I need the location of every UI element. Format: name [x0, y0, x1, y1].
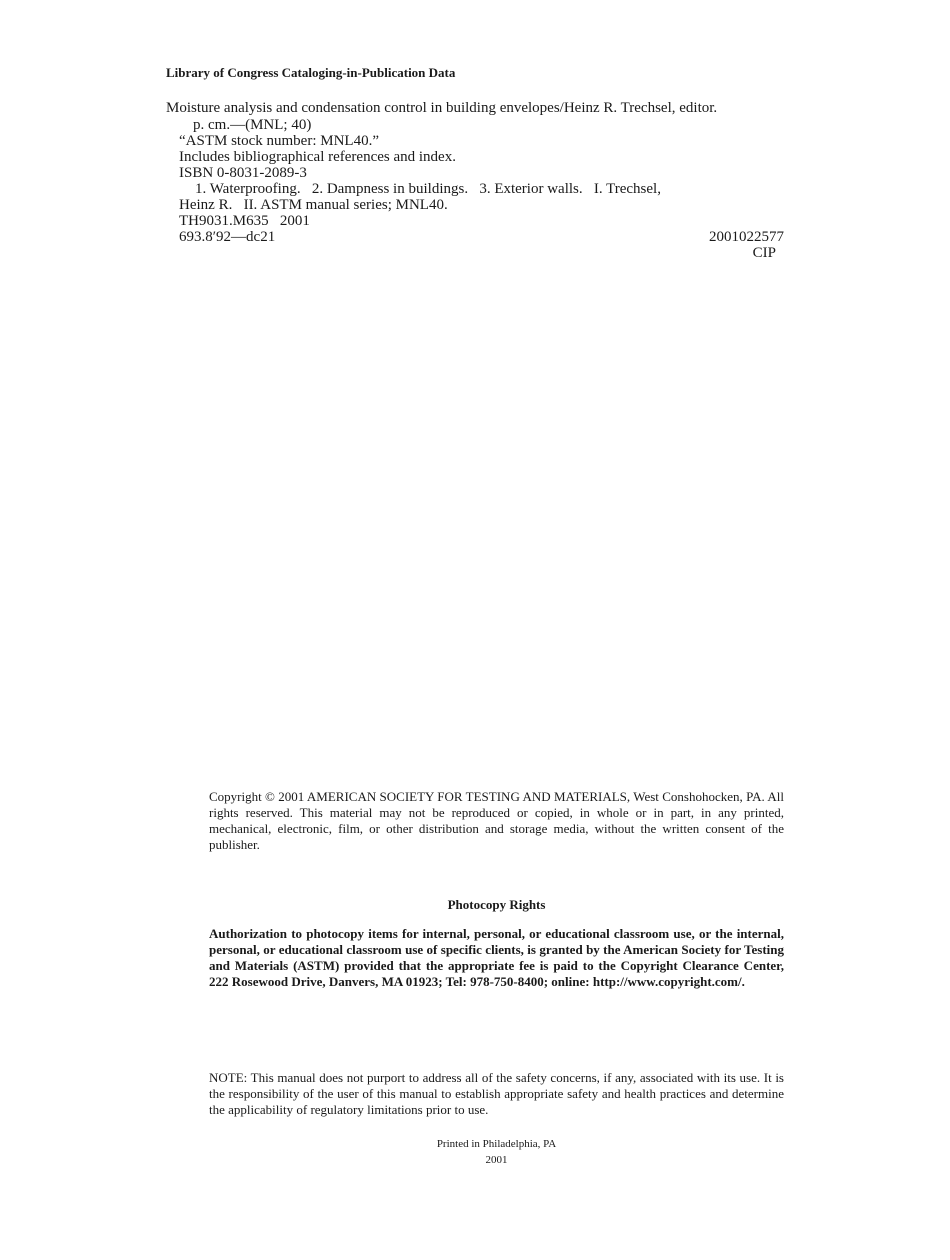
photocopy-heading: Photocopy Rights	[447, 897, 546, 912]
cip-stock-line: “ASTM stock number: MNL40.”	[179, 133, 379, 149]
cip-subjects-line-1: 1. Waterproofing. 2. Dampness in buildings. 3. Exterior walls. I. Trechsel,	[195, 181, 661, 197]
cip-series-line: p. cm.—(MNL; 40)	[193, 117, 312, 133]
cip-dewey: 693.8′92—dc21	[179, 229, 276, 245]
photocopy-rights-text: Authorization to photocopy items for internal, personal, or educational classroom use, or the internal, personal, or educational classroom use of specific clients, is granted by the American Society for Testing and Materials (ASTM) provided that the appropriate fee is paid to the Copyright Clearance Center, 222 Rosewood Drive, Danvers, MA 01923; Tel: 978-750-8400; online: http://www.copyright.com/.	[209, 926, 784, 989]
imprint-place: Printed in Philadelphia, PA	[436, 1138, 557, 1150]
cip-includes-line: Includes bibliographical references and index.	[179, 149, 456, 165]
safety-note: NOTE: This manual does not purport to address all of the safety concerns, if any, associated with its use. It is the responsibility of the user of this manual to establish appropriate safety and health practices and determine the applicability of regulatory limitations prior to use.	[209, 1070, 784, 1117]
cip-title-line: Moisture analysis and condensation control in building envelopes/Heinz R. Trechsel, editor.	[166, 100, 718, 116]
copyright-notice: Copyright © 2001 AMERICAN SOCIETY FOR TESTING AND MATERIALS, West Conshohocken, PA. All rights reserved. This material may not be reproduced or copied, in whole or in part, in any printed, mechanical, electronic, film, or other distribution and storage media, without the written consent of the publisher.	[209, 789, 784, 852]
cip-isbn-line: ISBN 0-8031-2089-3	[179, 165, 307, 181]
imprint-year: 2001	[485, 1154, 508, 1166]
cip-subjects-line-2: Heinz R. II. ASTM manual series; MNL40.	[179, 197, 448, 213]
cip-mark: CIP	[752, 245, 776, 261]
cip-heading: Library of Congress Cataloging-in-Publication Data	[166, 65, 456, 80]
cip-lc-class: TH9031.M635 2001	[179, 213, 310, 229]
cip-lccn: 2001022577	[709, 229, 784, 245]
